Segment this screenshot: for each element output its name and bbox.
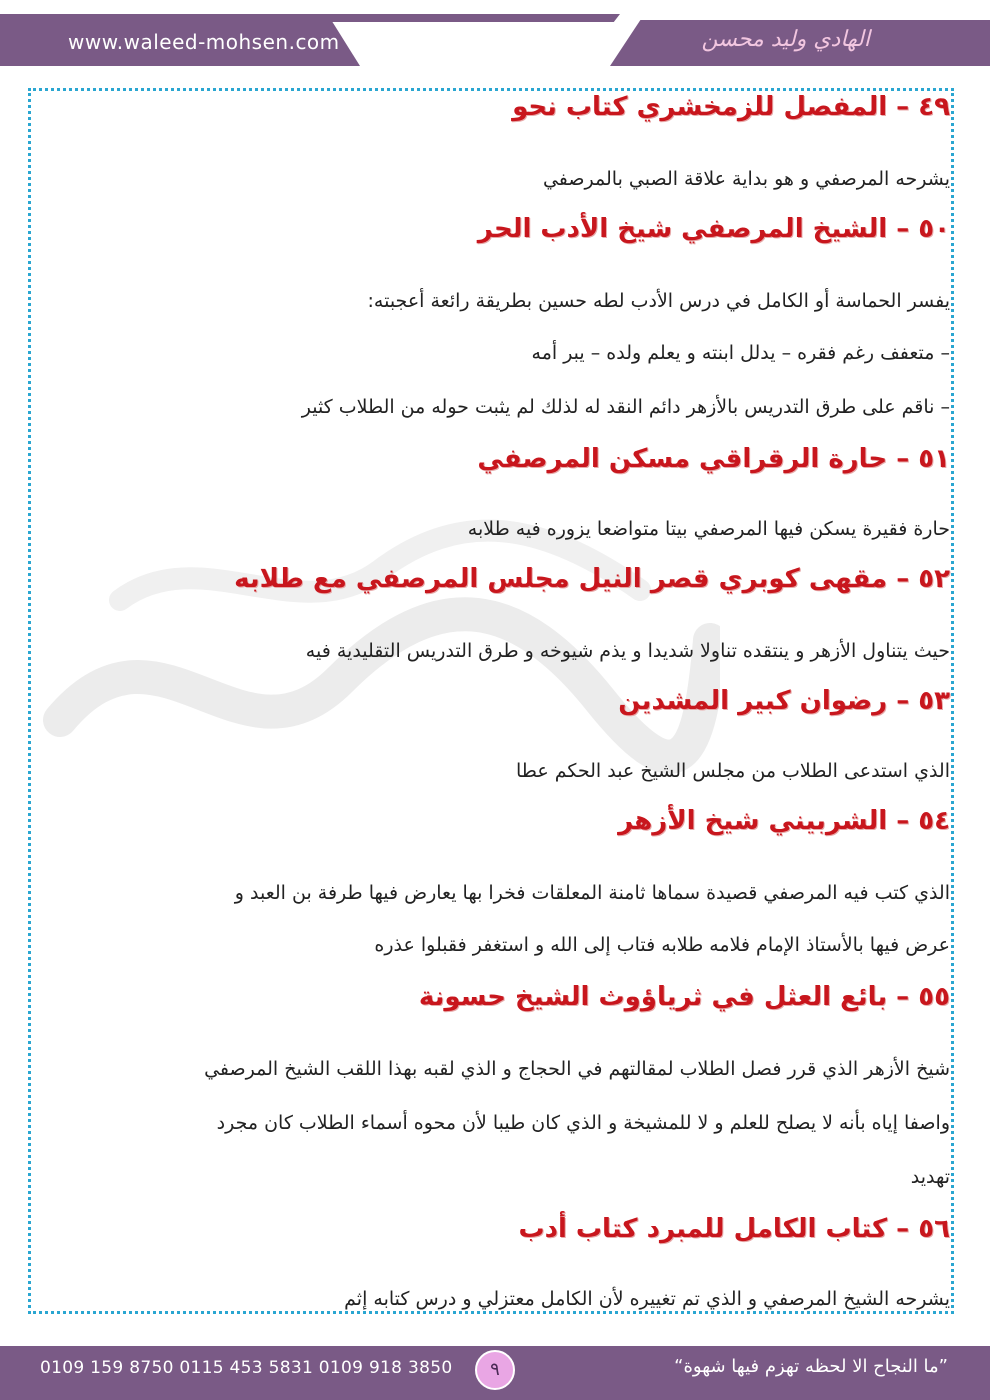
body-line: تهديد: [910, 1166, 950, 1188]
body-line: يشرحه الشيخ المرصفي و الذي تم تغييره لأن الكامل معتزلي و درس كتابه إثم: [344, 1288, 950, 1310]
section-heading-52: ٥٢ – مقهى كوبري قصر النيل مجلس المرصفي مع طلابه: [234, 564, 950, 594]
section-heading-53: ٥٣ – رضوان كبير المشدين: [618, 686, 950, 716]
footer-quote: ”ما النجاح الا لحظه تهزم فيها شهوة“: [674, 1356, 948, 1377]
contact-phones: 0109 159 8750 0115 453 5831 0109 918 3850: [40, 1358, 453, 1378]
website-url[interactable]: www.waleed-mohsen.com: [68, 30, 340, 54]
body-line: حيث يتناول الأزهر و ينتقده تناولا شديدا و يذم شيوخه و طرق التدريس التقليدية فيه: [305, 640, 950, 662]
section-heading-50: ٥٠ – الشيخ المرصفي شيخ الأدب الحر: [477, 214, 950, 244]
section-heading-55: ٥٥ – بائع العثل في ثرياؤوث الشيخ حسونة: [418, 982, 950, 1012]
section-heading-51: ٥١ – حارة الرقراقي مسكن المرصفي: [477, 444, 950, 474]
section-heading-56: ٥٦ – كتاب الكامل للمبرد كتاب أدب: [518, 1214, 950, 1244]
body-line: عرض فيها بالأستاذ الإمام فلامه طلابه فتاب إلى الله و استغفر فقبلوا عذره: [374, 934, 950, 956]
author-logo: الهادي وليد محسن: [701, 27, 870, 52]
body-line: الذي كتب فيه المرصفي قصيدة سماها ثامنة المعلقات فخرا بها يعارض فيها طرفة بن العبد و: [234, 882, 950, 904]
section-heading-49: ٤٩ – المفصل للزمخشري كتاب نحو: [512, 92, 950, 122]
body-line: واصفا إياه بأنه لا يصلح للعلم و لا للمشيخة و الذي كان طيبا لأن محوه أسماء الطلاب كان مجرد: [216, 1112, 950, 1134]
body-line: الذي استدعى الطلاب من مجلس الشيخ عبد الحكم عطا: [515, 760, 950, 782]
body-line: شيخ الأزهر الذي قرر فصل الطلاب لمقالتهم في الحجاج و الذي لقبه بهذا اللقب الشيخ المرصفي: [204, 1058, 950, 1080]
body-line: يفسر الحماسة أو الكامل في درس الأدب لطه حسين بطريقة رائعة أعجبته:: [367, 290, 950, 312]
body-line: حارة فقيرة يسكن فيها المرصفي بيتا متواضعا يزوره فيه طلابه: [467, 518, 950, 540]
body-line: يشرحه المرصفي و هو بداية علاقة الصبي بالمرصفي: [542, 168, 950, 190]
body-line: – ناقم على طرق التدريس بالأزهر دائم النقد له لذلك لم يثبت حوله من الطلاب كثير: [301, 396, 950, 418]
body-line: – متعفف رغم فقره – يدلل ابنته و يعلم ولده – يبر أمه: [531, 342, 950, 364]
page-header: [0, 0, 990, 72]
section-heading-54: ٥٤ – الشربيني شيخ الأزهر: [618, 806, 950, 836]
page-number-badge: ٩: [475, 1350, 515, 1390]
